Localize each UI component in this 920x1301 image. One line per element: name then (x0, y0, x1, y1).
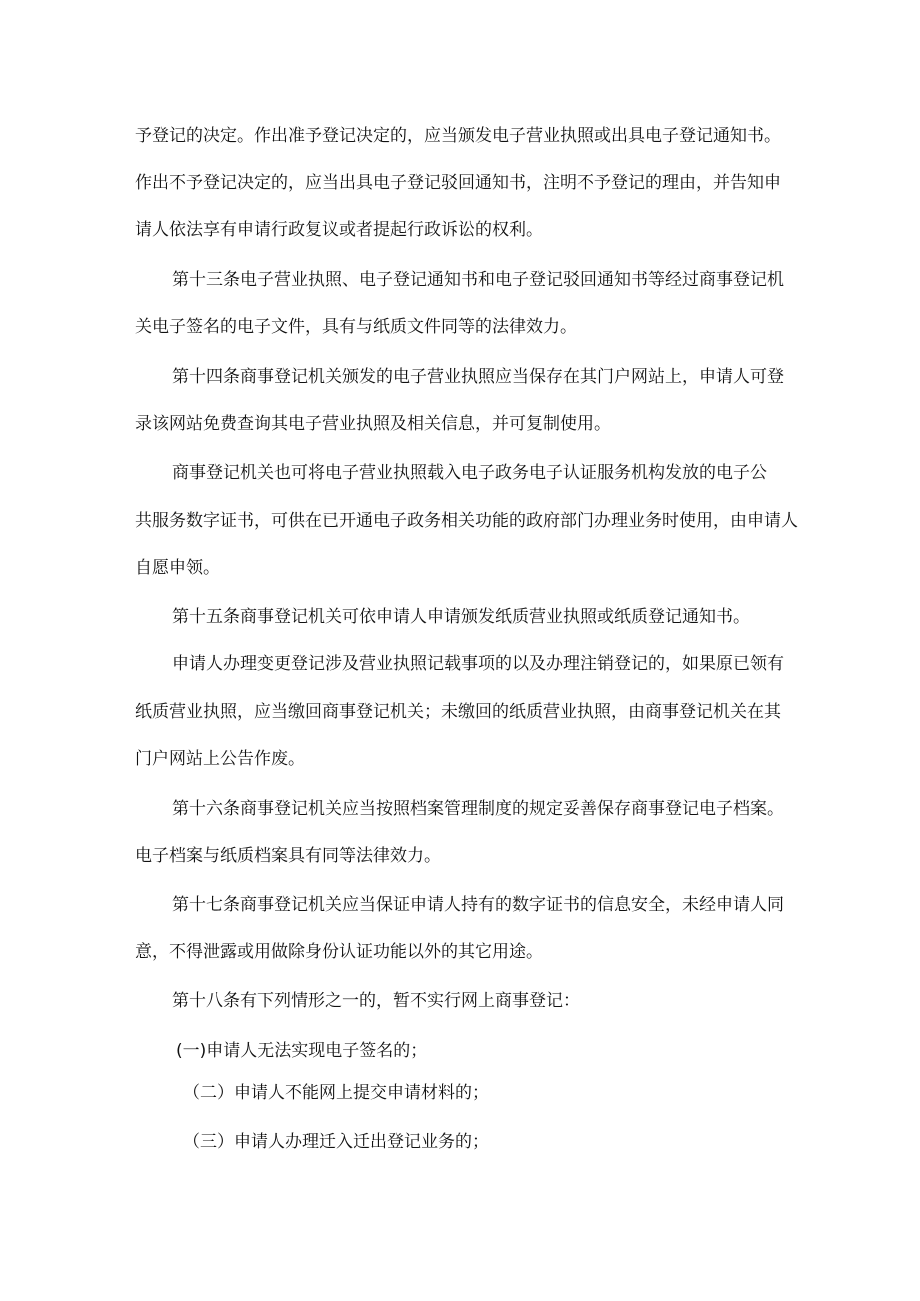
paragraph-line: 作出不予登记决定的，应当出具电子登记驳回通知书，注明不予登记的理由，并告知申 (135, 173, 781, 193)
article-18-line: 第十八条有下列情形之一的，暂不实行网上商事登记： (172, 991, 580, 1011)
paragraph-line: 共服务数字证书，可供在已开通电子政务相关功能的政府部门办理业务时使用，由申请人 (135, 511, 798, 531)
paragraph-line: 商事登记机关也可将电子营业执照载入电子政务电子认证服务机构发放的电子公 (172, 463, 767, 483)
article-16-line: 第十六条商事登记机关应当按照档案管理制度的规定妥善保存商事登记电子档案。 (172, 799, 784, 819)
list-item: （三）申请人办理迁入迁出登记业务的； (183, 1132, 489, 1152)
paragraph-line: 申请人办理变更登记涉及营业执照记载事项的以及办理注销登记的，如果原已领有 (172, 654, 784, 674)
paragraph-line: 予登记的决定。作出准予登记决定的，应当颁发电子营业执照或出具电子登记通知书。 (135, 126, 781, 146)
paragraph-line: 录该网站免费查询其电子营业执照及相关信息，并可复制使用。 (135, 414, 611, 434)
paragraph-line: 请人依法享有申请行政复议或者提起行政诉讼的权利。 (135, 220, 543, 240)
article-14-line: 第十四条商事登记机关颁发的电子营业执照应当保存在其门户网站上，申请人可登 (172, 367, 784, 387)
list-item: （二）申请人不能网上提交申请材料的； (183, 1083, 489, 1103)
article-15-line: 第十五条商事登记机关可依申请人申请颁发纸质营业执照或纸质登记通知书。 (172, 607, 750, 627)
list-item: (一)申请人无法实现电子签名的； (176, 1041, 428, 1061)
article-17-line: 第十七条商事登记机关应当保证申请人持有的数字证书的信息安全，未经申请人同 (172, 895, 784, 915)
paragraph-line: 纸质营业执照，应当缴回商事登记机关；未缴回的纸质营业执照，由商事登记机关在其 (135, 702, 781, 722)
article-13-line: 第十三条电子营业执照、电子登记通知书和电子登记驳回通知书等经过商事登记机 (172, 270, 784, 290)
paragraph-line: 自愿申领。 (135, 558, 220, 578)
paragraph-line: 关电子签名的电子文件，具有与纸质文件同等的法律效力。 (135, 317, 577, 337)
paragraph-line: 门户网站上公告作废。 (135, 749, 305, 769)
paragraph-line: 电子档案与纸质档案具有同等法律效力。 (135, 846, 441, 866)
paragraph-line: 意，不得泄露或用做除身份认证功能以外的其它用途。 (135, 942, 543, 962)
